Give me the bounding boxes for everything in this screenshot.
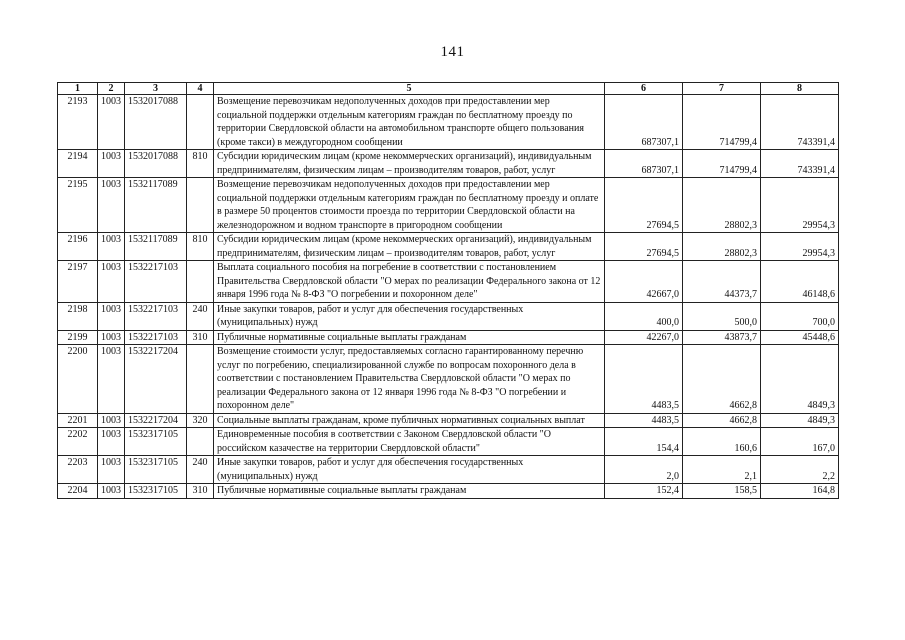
section-code: 1003: [98, 484, 125, 499]
column-header: 1: [58, 83, 98, 95]
amount-year-2: 28802,3: [683, 233, 761, 261]
table-row: [58, 330, 839, 345]
target-article-code: 1532317105: [125, 428, 187, 456]
section-code: 1003: [98, 345, 125, 414]
row-number: 2194: [58, 150, 98, 178]
amount-year-1: 27694,5: [605, 178, 683, 233]
section-code: 1003: [98, 330, 125, 345]
item-description: Субсидии юридическим лицам (кроме некоммерческих организаций), индивидуальным предпринимателям, физическим лицам – производителям товаров, работ, услуг: [214, 233, 605, 261]
amount-year-3: 4849,3: [761, 413, 839, 428]
budget-table: [57, 82, 839, 499]
section-code: 1003: [98, 261, 125, 303]
section-code: 1003: [98, 178, 125, 233]
table-row: [58, 456, 839, 484]
target-article-code: 1532217103: [125, 330, 187, 345]
amount-year-2: 28802,3: [683, 178, 761, 233]
row-number: 2198: [58, 302, 98, 330]
row-number: 2202: [58, 428, 98, 456]
amount-year-1: 27694,5: [605, 233, 683, 261]
row-number: 2204: [58, 484, 98, 499]
expense-type-code: 320: [187, 413, 214, 428]
amount-year-2: 160,6: [683, 428, 761, 456]
expense-type-code: [187, 261, 214, 303]
amount-year-3: 164,8: [761, 484, 839, 499]
expense-type-code: [187, 345, 214, 414]
amount-year-3: 4849,3: [761, 345, 839, 414]
column-header: 7: [683, 83, 761, 95]
table-row: [58, 150, 839, 178]
amount-year-1: 154,4: [605, 428, 683, 456]
expense-type-code: 810: [187, 233, 214, 261]
target-article-code: 1532217204: [125, 413, 187, 428]
table-row: [58, 178, 839, 233]
amount-year-3: 743391,4: [761, 150, 839, 178]
target-article-code: 1532117089: [125, 233, 187, 261]
table-row: [58, 302, 839, 330]
target-article-code: 1532217204: [125, 345, 187, 414]
amount-year-3: 167,0: [761, 428, 839, 456]
table-row: [58, 95, 839, 150]
row-number: 2200: [58, 345, 98, 414]
section-code: 1003: [98, 456, 125, 484]
amount-year-2: 4662,8: [683, 413, 761, 428]
amount-year-2: 44373,7: [683, 261, 761, 303]
page-number: 141: [440, 44, 465, 60]
amount-year-1: 687307,1: [605, 150, 683, 178]
row-number: 2197: [58, 261, 98, 303]
row-number: 2196: [58, 233, 98, 261]
amount-year-1: 152,4: [605, 484, 683, 499]
section-code: 1003: [98, 428, 125, 456]
target-article-code: 1532317105: [125, 484, 187, 499]
item-description: Публичные нормативные социальные выплаты гражданам: [214, 484, 605, 499]
column-header: 8: [761, 83, 839, 95]
amount-year-1: 687307,1: [605, 95, 683, 150]
amount-year-2: 714799,4: [683, 150, 761, 178]
item-description: Субсидии юридическим лицам (кроме некоммерческих организаций), индивидуальным предпринимателям, физическим лицам – производителям товаров, работ, услуг: [214, 150, 605, 178]
amount-year-3: 45448,6: [761, 330, 839, 345]
table-row: [58, 428, 839, 456]
amount-year-3: 2,2: [761, 456, 839, 484]
amount-year-2: 4662,8: [683, 345, 761, 414]
target-article-code: 1532117089: [125, 178, 187, 233]
expense-type-code: 310: [187, 330, 214, 345]
column-header: 4: [187, 83, 214, 95]
target-article-code: 1532317105: [125, 456, 187, 484]
target-article-code: 1532017088: [125, 95, 187, 150]
item-description: Выплата социального пособия на погребение в соответствии с постановлением Правительства Свердловской области "О мерах по реализации Федерального закона от 12 января 1996 года № 8-ФЗ "О погребении и похоронном деле": [214, 261, 605, 303]
amount-year-3: 29954,3: [761, 233, 839, 261]
expense-type-code: [187, 428, 214, 456]
target-article-code: 1532217103: [125, 302, 187, 330]
amount-year-3: 46148,6: [761, 261, 839, 303]
section-code: 1003: [98, 150, 125, 178]
item-description: Возмещение перевозчикам недополученных доходов при предоставлении мер социальной поддержки отдельным категориям граждан по бесплатному проезду и оплате в размере 50 процентов стоимости проезда по территории Свердловской области на железнодорожном и водном транспорте в пригородном сообщении: [214, 178, 605, 233]
item-description: Иные закупки товаров, работ и услуг для обеспечения государственных (муниципальных) нужд: [214, 302, 605, 330]
amount-year-1: 4483,5: [605, 413, 683, 428]
section-code: 1003: [98, 413, 125, 428]
amount-year-2: 43873,7: [683, 330, 761, 345]
section-code: 1003: [98, 95, 125, 150]
column-header: 3: [125, 83, 187, 95]
section-code: 1003: [98, 233, 125, 261]
table-header-row: [58, 83, 839, 95]
amount-year-1: 400,0: [605, 302, 683, 330]
column-header: 2: [98, 83, 125, 95]
table-row: [58, 261, 839, 303]
table-row: [58, 233, 839, 261]
amount-year-1: 42267,0: [605, 330, 683, 345]
amount-year-2: 2,1: [683, 456, 761, 484]
item-description: Публичные нормативные социальные выплаты гражданам: [214, 330, 605, 345]
expense-type-code: 810: [187, 150, 214, 178]
table-row: [58, 484, 839, 499]
expense-type-code: [187, 95, 214, 150]
amount-year-2: 500,0: [683, 302, 761, 330]
expense-type-code: 240: [187, 456, 214, 484]
amount-year-3: 743391,4: [761, 95, 839, 150]
row-number: 2199: [58, 330, 98, 345]
amount-year-2: 714799,4: [683, 95, 761, 150]
row-number: 2201: [58, 413, 98, 428]
item-description: Возмещение перевозчикам недополученных доходов при предоставлении мер социальной поддержки отдельным категориям граждан по бесплатному проезду по территории Свердловской области на автомобильном транспорте общего пользования (кроме такси) в междугородном сообщении: [214, 95, 605, 150]
expense-type-code: [187, 178, 214, 233]
row-number: 2193: [58, 95, 98, 150]
amount-year-2: 158,5: [683, 484, 761, 499]
expense-type-code: 310: [187, 484, 214, 499]
amount-year-3: 700,0: [761, 302, 839, 330]
target-article-code: 1532217103: [125, 261, 187, 303]
row-number: 2203: [58, 456, 98, 484]
table-row: [58, 345, 839, 414]
amount-year-1: 2,0: [605, 456, 683, 484]
item-description: Возмещение стоимости услуг, предоставляемых согласно гарантированному перечню услуг по погребению, специализированной службе по вопросам похоронного дела в соответствии с постановлением Правительства Свердловской области "О мерах по реализации Федерального закона от 12 января 1996 года № 8-ФЗ "О погребении и похоронном деле": [214, 345, 605, 414]
target-article-code: 1532017088: [125, 150, 187, 178]
item-description: Социальные выплаты гражданам, кроме публичных нормативных социальных выплат: [214, 413, 605, 428]
amount-year-1: 4483,5: [605, 345, 683, 414]
section-code: 1003: [98, 302, 125, 330]
row-number: 2195: [58, 178, 98, 233]
expense-type-code: 240: [187, 302, 214, 330]
amount-year-1: 42667,0: [605, 261, 683, 303]
column-header: 6: [605, 83, 683, 95]
table-row: [58, 413, 839, 428]
amount-year-3: 29954,3: [761, 178, 839, 233]
column-header: 5: [214, 83, 605, 95]
item-description: Иные закупки товаров, работ и услуг для обеспечения государственных (муниципальных) нужд: [214, 456, 605, 484]
item-description: Единовременные пособия в соответствии с Законом Свердловской области "О российском казачестве на территории Свердловской области": [214, 428, 605, 456]
